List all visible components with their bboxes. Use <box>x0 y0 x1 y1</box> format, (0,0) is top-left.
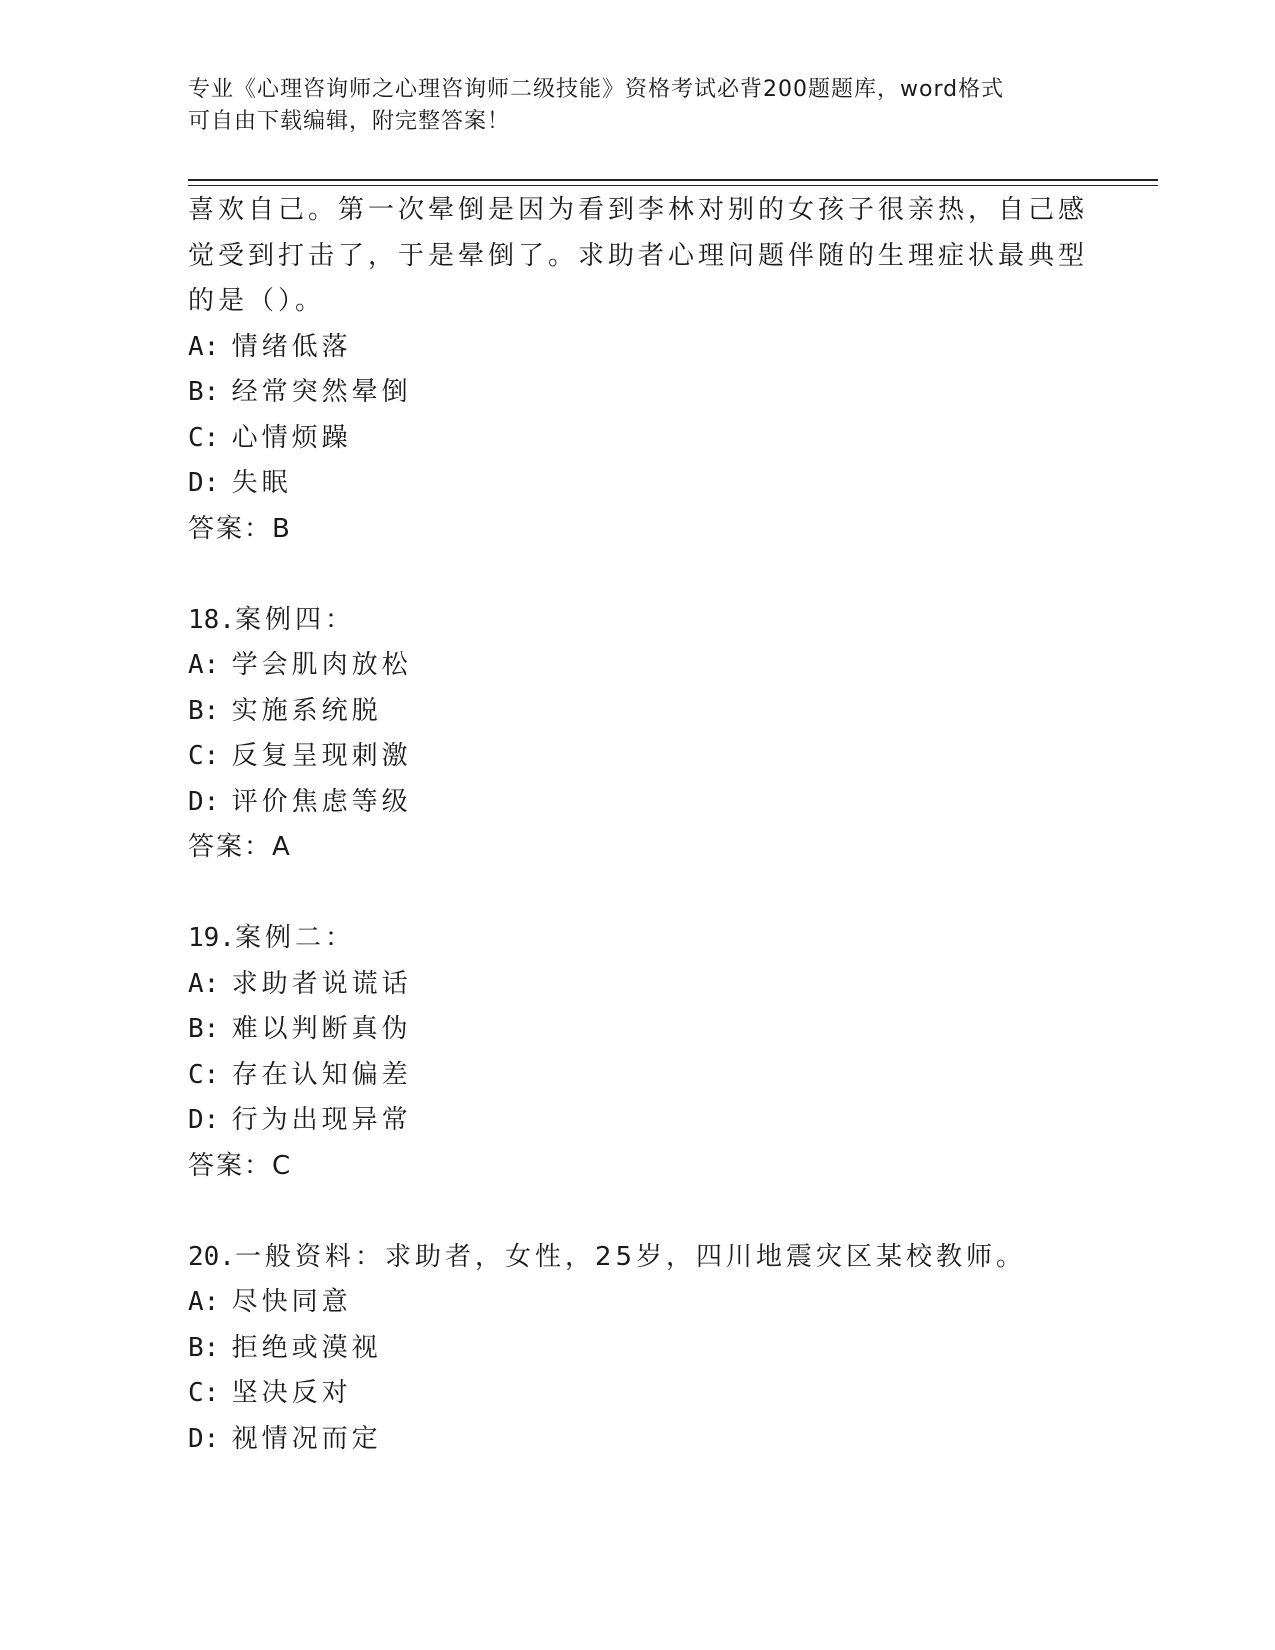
question-number: 20. <box>188 1241 235 1272</box>
option-b <box>188 1326 1068 1372</box>
question-title <box>188 598 1068 644</box>
option-text: 评价焦虑等级 <box>231 786 412 817</box>
option-d <box>188 1098 1068 1144</box>
option-key: B: <box>188 695 220 726</box>
header-divider-thin <box>188 185 1158 186</box>
option-text: 求助者说谎话 <box>231 968 412 999</box>
question-text: 觉受到打击了，于是晕倒了。求助者心理问题伴随的生理症状最典型 <box>188 240 1089 271</box>
spacer <box>188 1189 1068 1235</box>
option-key: A: <box>188 331 220 362</box>
option-b <box>188 689 1068 735</box>
option-c <box>188 734 1068 780</box>
question-20 <box>188 1235 1068 1463</box>
question-text: 喜欢自己。第一次晕倒是因为看到李林对别的女孩子很亲热，自己感 <box>188 195 1089 225</box>
option-a <box>188 643 1068 689</box>
option-text: 拒绝或漠视 <box>231 1332 382 1363</box>
option-a <box>188 1280 1068 1326</box>
option-text: 心情烦躁 <box>231 422 352 453</box>
option-key: D: <box>188 1423 220 1454</box>
option-text: 坚决反对 <box>231 1378 352 1408</box>
question-title <box>188 1235 1068 1281</box>
option-text: 失眠 <box>231 468 292 498</box>
option-text: 经常突然晕倒 <box>231 377 412 407</box>
header-line-1: 专业《心理咨询师之心理咨询师二级技能》资格考试必背200题题库，word格式 <box>188 77 1005 102</box>
option-a <box>188 962 1068 1008</box>
option-key: C: <box>188 1059 220 1090</box>
option-b <box>188 1007 1068 1053</box>
option-key: D: <box>188 468 220 498</box>
option-key: C: <box>188 422 220 453</box>
question-19 <box>188 916 1068 1189</box>
option-text: 实施系统脱 <box>231 695 382 726</box>
option-text: 尽快同意 <box>231 1287 352 1317</box>
option-key: D: <box>188 786 220 817</box>
question-title-text: 案例二： <box>234 923 355 953</box>
option-key: B: <box>188 1014 220 1044</box>
option-text: 难以判断真伪 <box>231 1014 412 1044</box>
question-18 <box>188 598 1068 871</box>
option-key: B: <box>188 377 220 407</box>
option-c <box>188 416 1068 462</box>
option-key: C: <box>188 1378 220 1408</box>
answer-line: 答案：B <box>188 513 292 544</box>
option-key: A: <box>188 968 220 999</box>
spacer <box>188 871 1068 917</box>
option-a <box>188 325 1068 371</box>
option-text: 存在认知偏差 <box>231 1059 412 1090</box>
option-text: 视情况而定 <box>231 1423 382 1454</box>
question-number: 18. <box>188 604 235 635</box>
question-title-text: 一般资料：求助者，女性，25岁，四川地震灾区某校教师。 <box>234 1241 1027 1272</box>
document-body <box>188 188 1089 1462</box>
option-text: 行为出现异常 <box>231 1105 412 1135</box>
option-text: 反复呈现刺激 <box>231 741 412 771</box>
option-d <box>188 461 1068 507</box>
question-17 <box>188 188 1089 552</box>
question-text: 的是（）。 <box>188 286 326 316</box>
header-line-2: 可自由下载编辑，附完整答案！ <box>188 109 511 134</box>
option-key: A: <box>188 650 220 680</box>
question-number: 19. <box>188 923 235 953</box>
header-divider-thick <box>188 179 1158 181</box>
option-key: C: <box>188 741 220 771</box>
question-title <box>188 916 1068 962</box>
spacer <box>188 552 1068 598</box>
document-header <box>188 74 1088 138</box>
option-key: A: <box>188 1287 220 1317</box>
option-c <box>188 1053 1068 1099</box>
option-key: D: <box>188 1105 220 1135</box>
option-key: B: <box>188 1332 220 1363</box>
option-d <box>188 780 1068 826</box>
option-text: 学会肌肉放松 <box>231 650 412 680</box>
option-d <box>188 1417 1068 1463</box>
question-title-text: 案例四： <box>234 604 355 635</box>
option-b <box>188 370 1068 416</box>
answer-line: 答案：C <box>188 1150 293 1181</box>
option-c <box>188 1371 1068 1417</box>
option-text: 情绪低落 <box>231 331 352 362</box>
answer-line: 答案：A <box>188 832 292 862</box>
